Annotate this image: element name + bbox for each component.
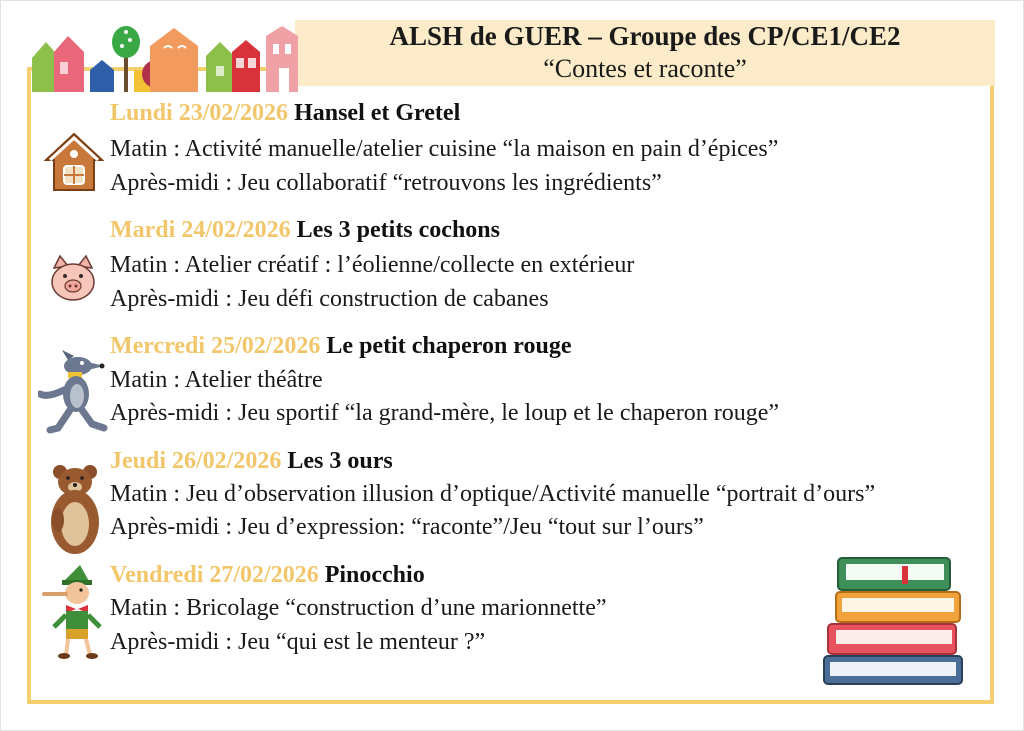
page-subtitle: “Contes et raconte” (543, 54, 747, 83)
morning-activity: Matin : Atelier théâtre (110, 367, 323, 393)
day-heading-wednesday (110, 331, 572, 361)
pig-icon (48, 254, 98, 304)
afternoon-activity: Après-midi : Jeu “qui est le menteur ?” (110, 629, 486, 655)
day-heading-thursday (110, 446, 393, 476)
day-story: Les 3 ours (287, 448, 393, 474)
morning-activity: Matin : Jeu d’observation illusion d’optique/Activité manuelle “portrait d’ours” (110, 481, 876, 507)
afternoon-activity: Après-midi : Jeu collaboratif “retrouvons les ingrédients” (110, 170, 662, 196)
afternoon-activity: Après-midi : Jeu d’expression: “raconte”/Jeu “tout sur l’ours” (110, 514, 704, 540)
morning-activity: Matin : Bricolage “construction d’une marionnette” (110, 595, 607, 621)
day-heading-tuesday (110, 215, 500, 245)
afternoon-activity: Après-midi : Jeu sportif “la grand-mère, le loup et le chaperon rouge” (110, 400, 780, 426)
day-story: Le petit chaperon rouge (326, 333, 572, 359)
pinocchio-icon (40, 563, 110, 659)
day-date: Mercredi 25/02/2026 (110, 333, 321, 359)
afternoon-activity: Après-midi : Jeu défi construction de cabanes (110, 286, 549, 312)
day-date: Mardi 24/02/2026 (110, 217, 291, 243)
day-story: Pinocchio (324, 562, 425, 588)
morning-activity: Matin : Atelier créatif : l’éolienne/collecte en extérieur (110, 252, 635, 278)
day-heading-monday (110, 98, 460, 128)
bear-icon (46, 462, 104, 556)
gingerbread-house-icon (42, 130, 106, 194)
wolf-icon (38, 350, 108, 434)
morning-activity: Matin : Activité manuelle/atelier cuisine “la maison en pain d’épices” (110, 136, 779, 162)
day-date: Vendredi 27/02/2026 (110, 562, 319, 588)
day-story: Hansel et Gretel (294, 100, 461, 126)
houses-illustration (30, 22, 300, 92)
books-icon (818, 552, 968, 692)
day-heading-friday (110, 560, 425, 590)
day-date: Lundi 23/02/2026 (110, 100, 289, 126)
page-title: ALSH de GUER – Groupe des CP/CE1/CE2 (389, 21, 901, 51)
day-story: Les 3 petits cochons (296, 217, 500, 243)
day-date: Jeudi 26/02/2026 (110, 448, 282, 474)
